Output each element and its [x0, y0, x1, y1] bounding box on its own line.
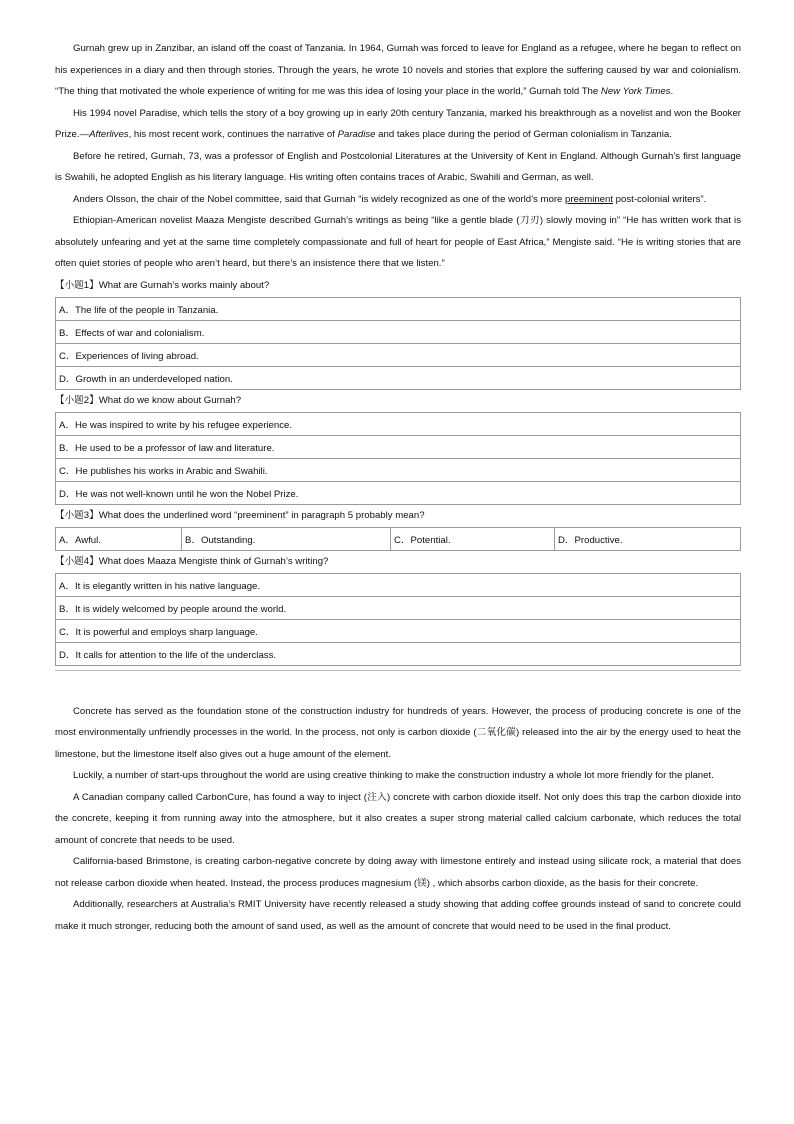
options-table — [55, 527, 741, 551]
paragraph: Before he retired, Gurnah, 73, was a professor of English and Postcolonial Literatures at the University of Kent in England. Although Gurnah’s first language is Swahili, he adopted English as his literary language. His writing often contains traces of Arabic, Swahili and German, as well. — [55, 150, 741, 183]
option-a[interactable]: A．He was inspired to write by his refugee experience. — [56, 412, 741, 435]
italic-title: New York Times — [600, 86, 671, 97]
option-d[interactable]: D．Productive. — [555, 527, 741, 550]
paragraph: Concrete has served as the foundation stone of the construction industry for hundreds of years. However, the process of producing concrete is one of the most environmentally unfriendly processes in the world. In the process, not only is carbon dioxide (二氧化碳) released into the air by the energy used to heat the limestone, but the limestone itself also gives out a huge amount of the element. — [55, 705, 741, 760]
options-table — [55, 297, 741, 390]
question-1 — [55, 275, 741, 390]
passage-gurnah — [55, 38, 741, 275]
option-c[interactable]: C．It is powerful and employs sharp language. — [56, 619, 741, 642]
option-a[interactable]: A．Awful. — [56, 527, 182, 550]
italic-title: Paradise — [337, 129, 376, 140]
option-d[interactable]: D．Growth in an underdeveloped nation. — [56, 366, 741, 389]
passage-concrete — [55, 701, 741, 938]
option-d[interactable]: D．It calls for attention to the life of the underclass. — [56, 642, 741, 665]
question-2 — [55, 390, 741, 505]
paragraph: Gurnah grew up in Zanzibar, an island off the coast of Tanzania. In 1964, Gurnah was forced to leave for England as a refugee, where he began to reflect on his experiences in a diary and then through stories. Through the years, he wrote 10 novels and stories that explore the suffering caused by war and colonialism. “The thing that motivated the whole experience of writing for me was this idea of losing your place in the world,” Gurnah told The New York Times. — [55, 43, 741, 97]
question-4 — [55, 551, 741, 673]
option-a[interactable]: A．It is elegantly written in his native language. — [56, 573, 741, 596]
underlined-word: preeminent — [565, 193, 614, 205]
question-stem: 【小题4】What does Maaza Mengiste think of Gurnah’s writing? — [55, 555, 329, 567]
paragraph: His 1994 novel Paradise, which tells the story of a boy growing up in early 20th century Tanzania, marked his breakthrough as a novelist and won the Booker Prize.—Afterlives, his most recent work, continues the narrative of Paradise and takes place during the period of German colonialism in Tanzania. — [55, 107, 741, 140]
question-stem: 【小题3】What does the underlined word “preeminent” in paragraph 5 probably mean? — [55, 509, 425, 521]
option-b[interactable]: B．Outstanding. — [182, 527, 391, 550]
paragraph: California-based Brimstone, is creating carbon-negative concrete by doing away with limestone entirely and instead using silicate rock, a material that does not release carbon dioxide when heated. Instead, the process produces magnesium (镁) , which absorbs carbon dioxide, as the basis for their concrete. — [55, 856, 741, 889]
paragraph: Additionally, researchers at Australia’s RMIT University have recently released a study showing that adding coffee grounds instead of sand to concrete could make it much stronger, reducing both the amount of sand used, as well as the amount of concrete that would need to be used in the final product. — [55, 899, 741, 932]
option-b[interactable]: B．Effects of war and colonialism. — [56, 320, 741, 343]
question-stem: 【小题2】What do we know about Gurnah? — [55, 394, 242, 406]
paragraph: Ethiopian-American novelist Maaza Mengiste described Gurnah’s writings as being “like a gentle blade (刀刃) slowly moving in” “He has written work that is absolutely unfearing and yet at the same time completely compassionate and full of heart for people of East Africa,” Mengiste said. “He is writing stories that are often quiet stories of people who aren’t heard, but there’s an insistence there that we listen.” — [55, 215, 741, 269]
italic-title: Afterlives — [89, 129, 129, 140]
question-stem: 【小题1】What are Gurnah’s works mainly about? — [55, 279, 270, 291]
option-c[interactable]: C．Potential. — [391, 527, 555, 550]
paragraph: Anders Olsson, the chair of the Nobel committee, said that Gurnah “is widely recognized as one of the world’s more preeminent post-colonial writers”. — [73, 193, 707, 205]
option-d[interactable]: D．He was not well-known until he won the Nobel Prize. — [56, 481, 741, 504]
options-table — [55, 412, 741, 505]
options-table — [55, 573, 741, 666]
document-page — [55, 38, 741, 937]
paragraph: Luckily, a number of start-ups throughout the world are using creative thinking to make the construction industry a whole lot more friendly for the planet. — [73, 770, 714, 781]
option-a[interactable]: A．The life of the people in Tanzania. — [56, 297, 741, 320]
option-b[interactable]: B．He used to be a professor of law and literature. — [56, 435, 741, 458]
question-3 — [55, 505, 741, 551]
option-c[interactable]: C．He publishes his works in Arabic and Swahili. — [56, 458, 741, 481]
option-b[interactable]: B．It is widely welcomed by people around the world. — [56, 596, 741, 619]
option-c[interactable]: C．Experiences of living abroad. — [56, 343, 741, 366]
spacer — [55, 673, 741, 701]
paragraph: A Canadian company called CarbonCure, has found a way to inject (注入) concrete with carbon dioxide itself. Not only does this trap the carbon dioxide into the concrete, keeping it from running away into the atmosphere, but it also creates a super strong material called calcium carbonate, which reduces the total amount of concrete that needs to be used. — [55, 791, 741, 846]
